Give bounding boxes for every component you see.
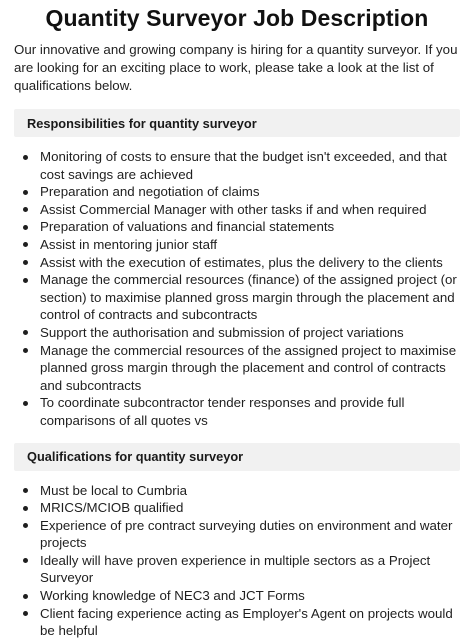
bullet-icon — [23, 207, 28, 212]
bullet-icon — [23, 260, 28, 265]
list-item — [40, 271, 460, 324]
bullet-icon — [23, 190, 28, 195]
list-item-text: Must be local to Cumbria — [40, 482, 188, 498]
list-item-text: To coordinate subcontractor tender responses and provide full comparisons of all quotes vs — [40, 395, 405, 428]
list-item — [40, 342, 460, 395]
responsibilities-header: Responsibilities for quantity surveyor — [14, 109, 460, 137]
list-item-text: Assist in mentoring junior staff — [40, 236, 218, 252]
list-item — [40, 605, 460, 640]
list-item-text: Ideally will have proven experience in multiple sectors as a Project Surveyor — [40, 552, 431, 586]
list-item — [40, 148, 460, 183]
bullet-icon — [23, 611, 28, 616]
list-item-text: Client facing experience acting as Employer's Agent on projects would be helpful — [40, 605, 453, 639]
list-item-text: Manage the commercial resources of the assigned project to maximise planned gross margin through the placement and control of contracts and subcontracts — [40, 342, 457, 393]
bullet-icon — [23, 155, 28, 160]
bullet-icon — [23, 506, 28, 511]
bullet-icon — [23, 348, 28, 353]
list-item — [40, 394, 460, 429]
list-item — [40, 218, 460, 236]
bullet-icon — [23, 523, 28, 528]
list-item — [40, 552, 460, 587]
list-item — [40, 587, 460, 605]
list-item — [40, 499, 460, 517]
list-item-text: Working knowledge of NEC3 and JCT Forms — [40, 588, 305, 604]
bullet-icon — [23, 594, 28, 599]
intro-paragraph: Our innovative and growing company is hiring for a quantity surveyor. If you are looking for an exciting place to work, please take a look at the list of qualifications below. — [14, 42, 458, 93]
list-item-text: Assist with the execution of estimates, plus the delivery to the clients — [40, 254, 443, 270]
list-item — [40, 517, 460, 552]
list-item-text: Preparation and negotiation of claims — [40, 184, 260, 200]
bullet-icon — [23, 330, 28, 335]
list-item-text: MRICS/MCIOB qualified — [40, 500, 184, 516]
qualifications-header: Qualifications for quantity surveyor — [14, 443, 460, 471]
page-title: Quantity Surveyor Job Description — [45, 5, 429, 31]
list-item-text: Preparation of valuations and financial statements — [40, 219, 335, 235]
list-item — [40, 482, 460, 500]
list-item — [40, 236, 460, 254]
list-item — [40, 254, 460, 272]
responsibilities-list — [14, 148, 460, 430]
bullet-icon — [23, 401, 28, 406]
list-item — [40, 324, 460, 342]
list-item-text: Assist Commercial Manager with other tasks if and when required — [40, 201, 427, 217]
list-item-text: Support the authorisation and submission of project variations — [40, 324, 404, 340]
bullet-icon — [23, 278, 28, 283]
list-item-text: Experience of pre contract surveying duties on environment and water projects — [40, 517, 453, 551]
list-item — [40, 201, 460, 219]
bullet-icon — [23, 225, 28, 230]
bullet-icon — [23, 242, 28, 247]
bullet-icon — [23, 558, 28, 563]
list-item-text: Monitoring of costs to ensure that the budget isn't exceeded, and that cost savings are achieved — [40, 149, 447, 182]
list-item — [40, 183, 460, 201]
list-item-text: Manage the commercial resources (finance) of the assigned project (or section) to maximise planned gross margin through the placement and control of contracts and subcontracts — [40, 272, 457, 323]
bullet-icon — [23, 488, 28, 493]
qualifications-list — [14, 482, 460, 640]
